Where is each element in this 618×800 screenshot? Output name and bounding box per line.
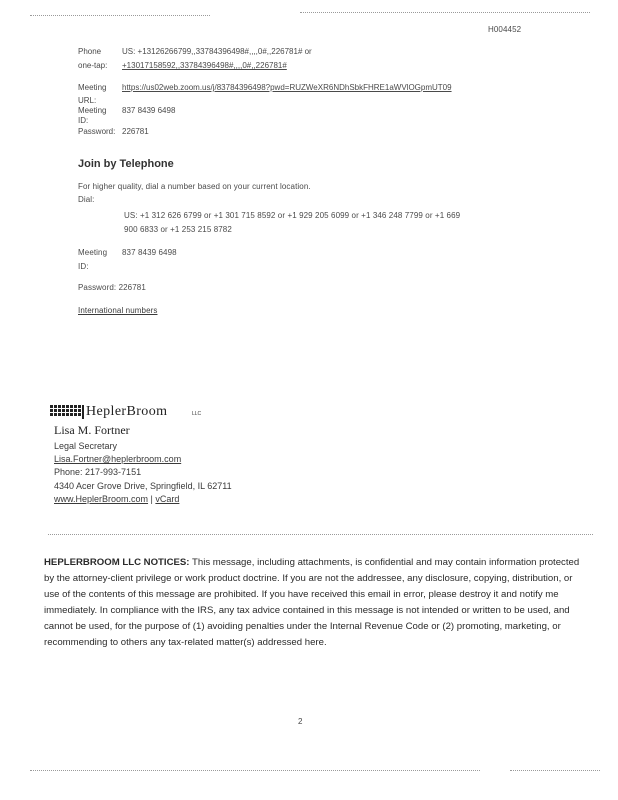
section-divider xyxy=(48,534,593,535)
top-scan-edge xyxy=(30,15,210,16)
dial-label: Dial: xyxy=(78,195,95,204)
legal-notice xyxy=(44,555,589,651)
one-tap-label: one-tap: xyxy=(78,61,108,70)
meeting-id-value-b: 837 8439 6498 xyxy=(122,248,177,257)
password-line: Password: 226781 xyxy=(78,283,146,292)
signature-title: Legal Secretary xyxy=(54,441,118,451)
meeting-id-label-2: ID: xyxy=(78,116,89,125)
notice-heading: HEPLERBROOM LLC NOTICES: xyxy=(44,557,190,568)
signature-phone: Phone: 217-993-7151 xyxy=(54,467,142,477)
one-tap-link[interactable]: +13017158592,,33784396498#,,,,0#,,226781# xyxy=(122,61,287,70)
password-value: 226781 xyxy=(122,127,149,136)
international-numbers-link[interactable]: International numbers xyxy=(78,306,158,315)
bottom-scan-edge xyxy=(30,770,480,771)
signature-web-row: www.HeplerBroom.com | vCard xyxy=(54,494,180,504)
meeting-url-label-2: URL: xyxy=(78,96,97,105)
bates-number: H004452 xyxy=(488,25,522,34)
logo-llc: LLC xyxy=(192,411,202,417)
dial-numbers-line-1: US: +1 312 626 6799 or +1 301 715 8592 or +1 929 205 6099 or +1 346 248 7799 or +1 669 xyxy=(124,211,461,220)
id-label-b: ID: xyxy=(78,262,89,271)
logo-wordmark: HeplerBroom xyxy=(86,404,168,419)
meeting-id-label-b: Meeting xyxy=(78,248,108,257)
meeting-url-link[interactable]: https://us02web.zoom.us/j/83784396498?pwd=RUZWeXR6NDhSbkFHRE1aWVlOGpmUT09 xyxy=(122,83,452,92)
password-label: Password: xyxy=(78,127,116,136)
phone-label: Phone xyxy=(78,47,102,56)
meeting-url-label: Meeting xyxy=(78,83,107,92)
signature-email-link[interactable]: Lisa.Fortner@heplerbroom.com xyxy=(54,454,182,464)
page-number: 2 xyxy=(298,717,303,726)
top-scan-edge xyxy=(300,12,590,13)
signature-address: 4340 Acer Grove Drive, Springfield, IL 62711 xyxy=(54,481,232,491)
join-by-telephone-heading: Join by Telephone xyxy=(78,158,174,170)
signature-web-link[interactable]: www.HeplerBroom.com xyxy=(54,494,149,504)
logo-grid-icon xyxy=(50,405,84,419)
phone-value: US: +13126266799,,33784396498#,,,,0#,,226781# or xyxy=(122,47,312,56)
join-intro-text: For higher quality, dial a number based on your current location. xyxy=(78,182,311,191)
meeting-id-value: 837 8439 6498 xyxy=(122,106,176,115)
notice-body: This message, including attachments, is confidential and may contain information protected by the attorney-client privilege or work product doctrine. If you are not the addressee, any disclosure, copying, distribution, or use of the contents of this message are prohibited. If you have received this email in error, please destroy it and notify me immediately. In compliance with the IRS, any tax advice contained in this message is not intended or written to be used, and cannot be used, for the purpose of (1) avoiding penalties under the Internal Revenue Code or (2) promoting, marketing, or recommending to others any tax-related matter(s) addressed here. xyxy=(44,557,580,648)
signature-name: Lisa M. Fortner xyxy=(54,423,130,437)
dial-numbers-line-2: 900 6833 or +1 253 215 8782 xyxy=(124,225,232,234)
heplerbroom-logo xyxy=(50,404,210,422)
meeting-id-label: Meeting xyxy=(78,106,107,115)
signature-vcard-link[interactable]: vCard xyxy=(155,494,180,504)
bottom-scan-edge xyxy=(510,770,600,771)
